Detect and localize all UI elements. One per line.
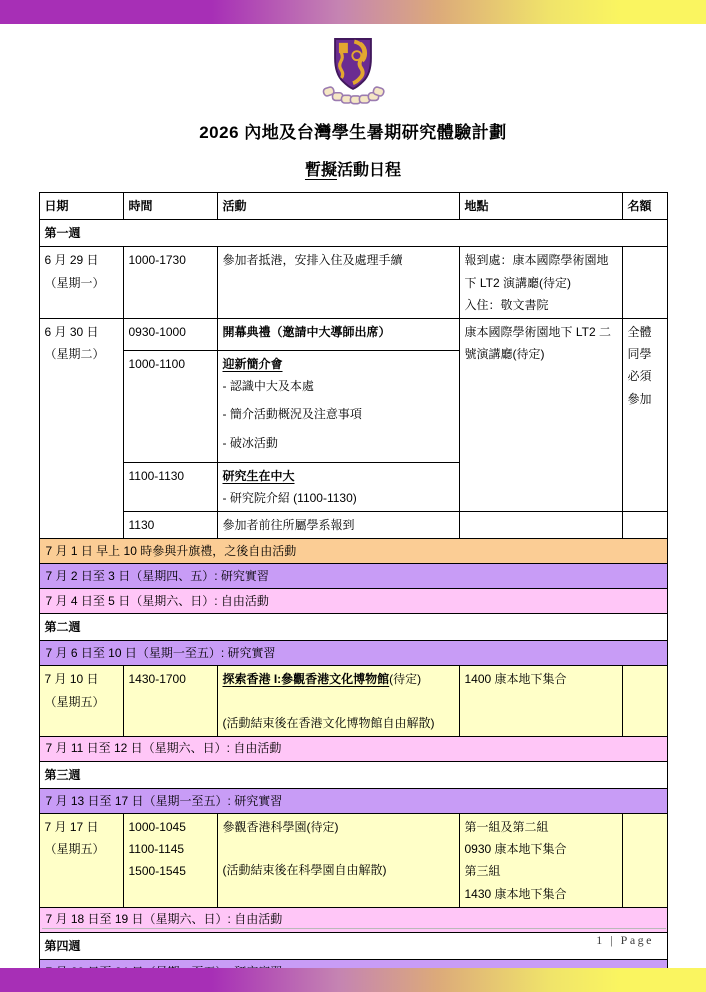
- jun29-date: 6 月 29 日 （星期一）: [39, 247, 123, 319]
- subtitle-rest: 活動日程: [337, 162, 402, 179]
- week1-label: 第一週: [39, 220, 667, 247]
- band-row-jul13-17: [39, 789, 667, 814]
- bullet-item: - 認識中大及本處: [222, 379, 314, 394]
- week1-label-row: [39, 220, 667, 247]
- jul10-date: 7 月 10 日 （星期五）: [39, 666, 123, 736]
- jul17-activity: [217, 814, 459, 908]
- cuhk-logo: [321, 36, 385, 106]
- col-header-time: 時間: [123, 193, 217, 220]
- band-jul11-12-text: 7 月 11 日至 12 日（星期六、日）: 自由活動: [39, 736, 667, 761]
- week4-label: 第四週: [39, 932, 667, 959]
- band-row-jul1: [39, 539, 667, 564]
- bottom-gradient-banner: [0, 968, 706, 992]
- band-row-jul4-5: [39, 589, 667, 614]
- jun29-time: 1000-1730: [123, 247, 217, 319]
- band-row-jul2-3: [39, 564, 667, 589]
- jul10-quota-empty: [622, 666, 667, 736]
- jul17-location: 第一組及第二組 0930 康本地下集合 第三組 1430 康本地下集合: [459, 814, 622, 908]
- band-jul18-19-text: 7 月 18 日至 19 日（星期六、日）: 自由活動: [39, 907, 667, 932]
- band-row-jul6-10: [39, 641, 667, 666]
- week2-label: 第二週: [39, 614, 667, 641]
- subtitle-underlined-part: 暫擬: [304, 162, 337, 179]
- jun29-quota-empty: [622, 247, 667, 319]
- jun30-report-activity: 參加者前往所屬學系報到: [217, 512, 459, 539]
- document-header: [0, 36, 706, 180]
- orientation-title: 迎新簡介會: [222, 356, 283, 371]
- jun30-orientation-time: 1000-1100: [123, 350, 217, 462]
- row-jun29: [39, 247, 667, 319]
- jun30-location: 康本國際學術園地下 LT2 二號演講廳(待定): [459, 318, 622, 511]
- col-header-activity: 活動: [217, 193, 459, 220]
- page-number: 1 | Page: [596, 933, 654, 947]
- jul17-activity-title: 參觀香港科學園(待定): [222, 820, 339, 834]
- jul10-activity-title: 探索香港 I:參觀香港文化博物館: [222, 672, 390, 687]
- row-jun30-opening: [39, 318, 667, 350]
- row-jul10: [39, 666, 667, 736]
- jun30-date: 6 月 30 日 （星期二）: [39, 318, 123, 538]
- jun30-postgrad-activity: [217, 462, 459, 511]
- jun30-report-location-empty: [459, 512, 622, 539]
- orientation-bullets: [223, 375, 454, 454]
- postgrad-title: 研究生在中大: [222, 468, 295, 483]
- jun30-quota: 全體 同學 必須 參加: [622, 318, 667, 511]
- row-jun30-report: [39, 512, 667, 539]
- week4-label-row: [39, 932, 667, 959]
- band-jul13-17-text: 7 月 13 日至 17 日（星期一至五）: 研究實習: [39, 789, 667, 814]
- jul17-activity-note: (活動結束後在科學園自由解散): [222, 863, 387, 878]
- jul10-time: 1430-1700: [123, 666, 217, 736]
- jul17-date: 7 月 17 日 （星期五）: [39, 814, 123, 908]
- jun29-activity: 參加者抵港，安排入住及處理手續: [217, 247, 459, 319]
- jun29-location: 報到處：康本國際學術園地下 LT2 演講廳(待定) 入住：敬文書院: [459, 247, 622, 319]
- band-jul4-5-text: 7 月 4 日至 5 日（星期六、日）: 自由活動: [39, 589, 667, 614]
- jul10-activity-suffix: (待定): [389, 672, 422, 687]
- col-header-date: 日期: [39, 193, 123, 220]
- band-jul2-3-text: 7 月 2 日至 3 日（星期四、五）: 研究實習: [39, 564, 667, 589]
- jul10-activity: [217, 666, 459, 736]
- schedule-table: [39, 192, 668, 985]
- bullet-item: - 破冰活動: [222, 435, 278, 450]
- table-header-row: [39, 193, 667, 220]
- band-row-jul11-12: [39, 736, 667, 761]
- jun30-orientation-activity: [217, 350, 459, 462]
- bullet-item: - 簡介活動概況及注意事項: [222, 407, 362, 422]
- row-jul17: [39, 814, 667, 908]
- cuhk-shield-icon: [321, 36, 385, 106]
- top-gradient-banner: [0, 0, 706, 24]
- week2-label-row: [39, 614, 667, 641]
- footer-divider: [42, 928, 666, 929]
- jul17-times: 1000-1045 1100-1145 1500-1545: [123, 814, 217, 908]
- page-subtitle: [0, 157, 706, 180]
- jul17-quota-empty: [622, 814, 667, 908]
- band-jul1-text: 7 月 1 日 早上 10 時參與升旗禮，之後自由活動: [39, 539, 667, 564]
- jul10-activity-note: (活動結束後在香港文化博物館自由解散): [222, 715, 435, 730]
- col-header-quota: 名額: [622, 193, 667, 220]
- week3-label: 第三週: [39, 761, 667, 788]
- page-title: 2026 內地及台灣學生暑期研究體驗計劃: [199, 123, 507, 142]
- bullet-item: - 研究院介紹 (1100-1130): [222, 490, 357, 505]
- jul10-location: 1400 康本地下集合: [459, 666, 622, 736]
- jun30-opening-time: 0930-1000: [123, 318, 217, 350]
- band-jul6-10-text: 7 月 6 日至 10 日（星期一至五）: 研究實習: [39, 641, 667, 666]
- week3-label-row: [39, 761, 667, 788]
- jun30-postgrad-time: 1100-1130: [123, 462, 217, 511]
- jun30-report-time: 1130: [123, 512, 217, 539]
- col-header-location: 地點: [459, 193, 622, 220]
- jun30-opening-activity: 開幕典禮（邀請中大導師出席）: [217, 318, 459, 350]
- jun30-report-quota-empty: [622, 512, 667, 539]
